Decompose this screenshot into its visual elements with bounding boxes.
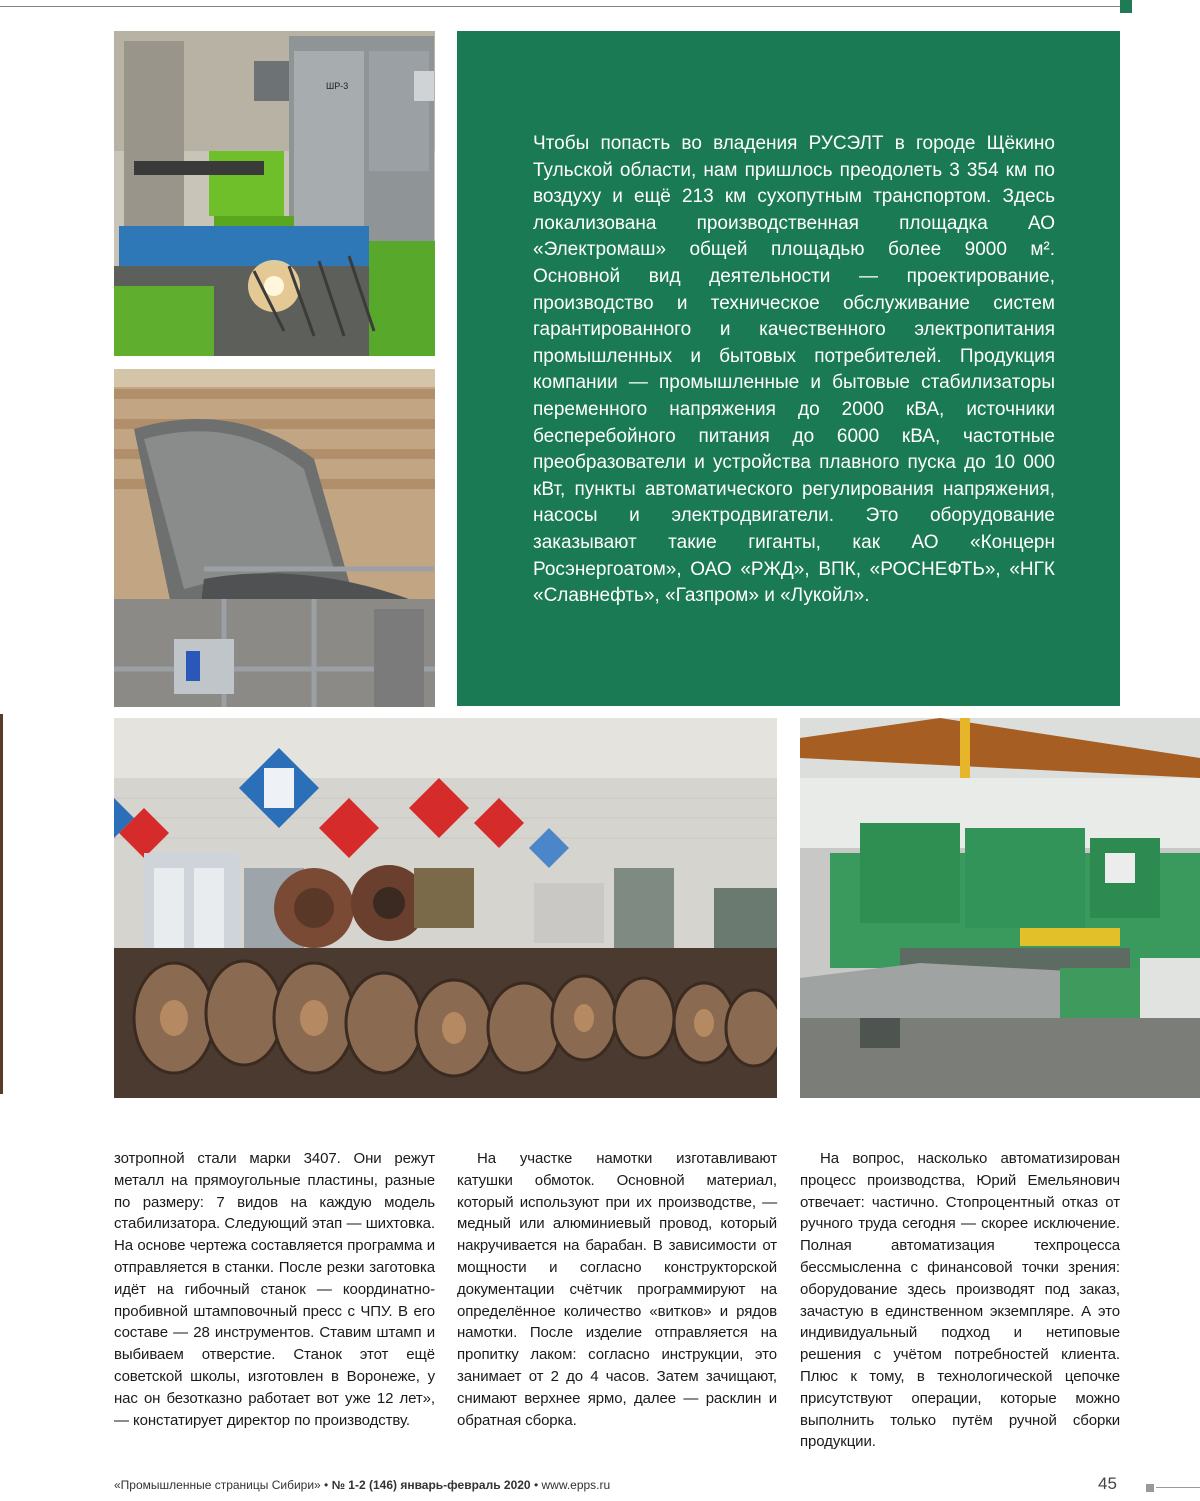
photo-cnc-punch-press: [800, 718, 1200, 1098]
footer-website: www.epps.ru: [541, 1478, 611, 1492]
cabinet-label: ШР-3: [326, 81, 349, 91]
photo-winding-workshop: [114, 718, 777, 1098]
page-number: 45: [1098, 1474, 1117, 1493]
article-column-3: На вопрос, насколько автоматизирован процесс производства, Юрий Емельянович отвечает: частично. Стопроцентный отказ от ручного труда сегодня — скорее исключение. Полная автоматизация техпроцесса бессмысленна с финансовой точки зрения: оборудование здесь производят под заказ, зачастую в единственном экземпляре. А это индивидуальный подход и нетиповые решения с учётом потребностей клиента. Плюс к тому, в технологической цепочке присутствуют операции, которые можно выполнить только путём ручной сборки продукции.: [800, 1150, 1120, 1451]
article-column-2: На участке намотки изготавливают катушки обмоток. Основной материал, который используют при их производстве, — медный или алюминиевый провод, который накручивается на барабан. В зависимости от мощности и согласно конструкторской документации счётчик программируют на определённое количество «витков» и рядов намотки. После изделие отправляется на пропитку лаком: согласно инструкции, это занимает от 2 до 4 часов. Затем зачищают, снимают верхнее ярмо, далее — расклин и обратная сборка.: [457, 1150, 777, 1429]
footer-separator: •: [530, 1478, 542, 1492]
top-corner-marker: [1120, 0, 1132, 13]
footer-magazine: «Промышленные страницы Сибири»: [114, 1478, 321, 1492]
footer-marker: [1146, 1484, 1154, 1492]
intro-text: Чтобы попасть во владения РУСЭЛТ в городе Щёкино Тульской области, нам пришлось преодолеть 3 354 км по воздуху и ещё 213 км сухопутным транспортом. Здесь локализована производственная площадка АО «Электромаш» общей площадью более 9000 м². Основной вид деятельности — проектирование, производство и техническое обслуживание систем гарантированного и качественного электропитания промышленных и бытовых потребителей. Продукция компании — промышленные и бытовые стабилизаторы переменного напряжения до 2000 кВА, источники бесперебойного питания до 6000 кВА, частотные преобразователи и устройства плавного пуска до 10 000 кВт, пункты автоматического регулирования напряжения, насосы и электродвигатели. Это оборудование заказывают такие гиганты, как АО «Концерн Росэнергоатом», ОАО «РЖД», ВПК, «РОСНЕФТЬ», «НГК «Славнефть», «Газпром» и «Лукойл».: [533, 133, 1055, 607]
left-edge-photo-strip: [0, 714, 3, 1094]
page-footer: [114, 1478, 610, 1492]
intro-panel: [457, 31, 1120, 706]
photo-steel-coil: [114, 369, 435, 707]
footer-separator: •: [320, 1478, 332, 1492]
top-rule: [0, 6, 1120, 7]
photo-plasma-cutter: [114, 31, 435, 356]
article-column-1: зотропной стали марки 3407. Они режут металл на прямоугольные пластины, разные по размеру: 7 видов на каждую модель стабилизатора. Следующий этап — шихтовка. На основе чертежа составляется программа и отправляется в станки. После резки заготовка идёт на гибочный станок — координатно-пробивной штамповочный пресс с ЧПУ. В его составе — 28 инструментов. Ставим штамп и выбиваем отверстие. Станок этот ещё советской школы, изготовлен в Воронеже, у нас он безотказно работает вот уже 12 лет», — констатирует директор по производству.: [114, 1150, 435, 1429]
footer-rule: [1156, 1487, 1200, 1488]
footer-issue: № 1-2 (146) январь-февраль 2020: [331, 1478, 531, 1492]
